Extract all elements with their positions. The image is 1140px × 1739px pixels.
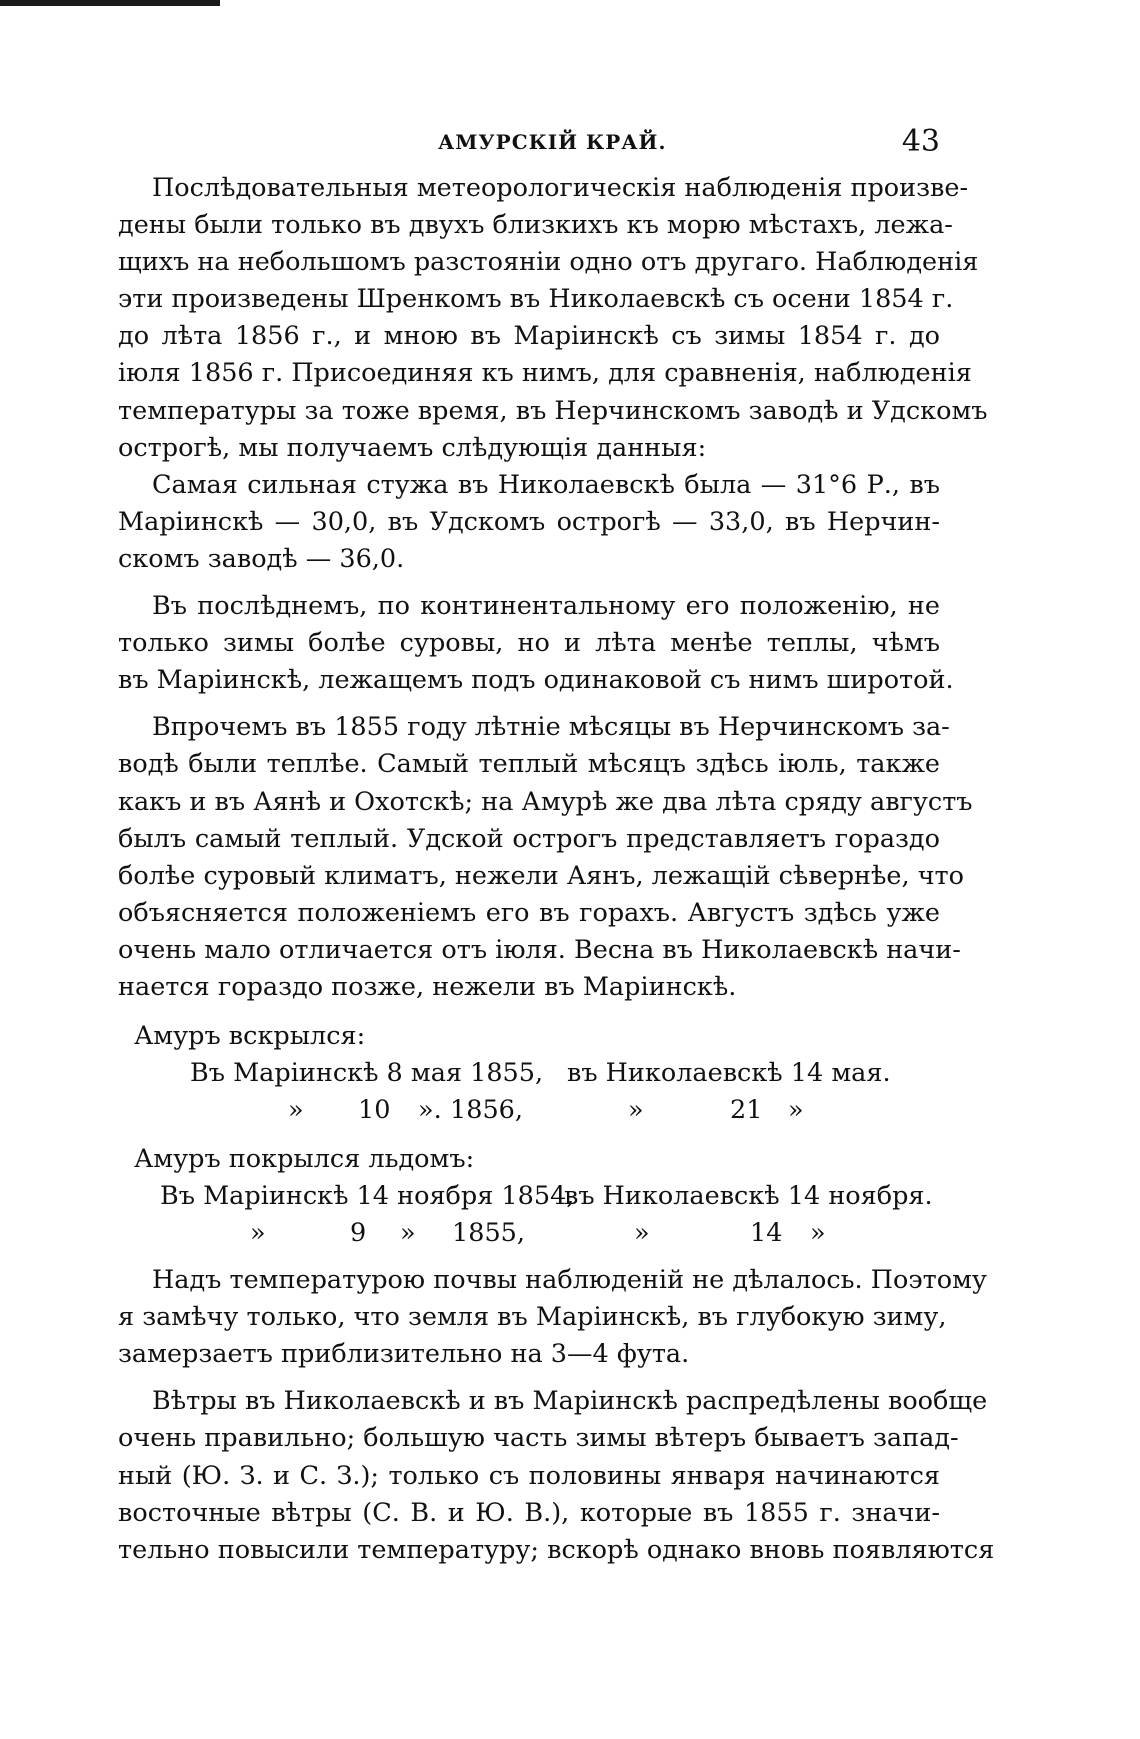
text-line: болѣе суровый климатъ, нежели Аянъ, лежащій сѣвернѣе, что: [118, 860, 965, 891]
date-cell: 14: [750, 1218, 783, 1249]
ice-close-row-2: [118, 1215, 940, 1252]
ice-open-label: Амуръ вскрылся:: [134, 1021, 366, 1052]
text-line: Вѣтры въ Николаевскѣ и въ Маріинскѣ распредѣлены вообще: [152, 1386, 988, 1417]
ice-close-label: Амуръ покрылся льдомъ:: [134, 1144, 475, 1175]
date-cell: 10: [358, 1095, 391, 1126]
text-line: Маріинскѣ — 30,0, въ Удскомъ острогѣ — 33,0, въ Нерчин-: [118, 506, 940, 537]
date-cell: въ Николаевскѣ 14 ноября.: [564, 1181, 933, 1212]
paragraph-cold: [118, 467, 940, 578]
paragraph-winds: [118, 1383, 995, 1568]
page-number: 43: [901, 124, 940, 159]
date-cell: ».: [418, 1095, 442, 1126]
text-line: эти произведены Шренкомъ въ Николаевскѣ съ осени 1854 г.: [118, 284, 954, 315]
text-line: Впрочемъ въ 1855 году лѣтніе мѣсяцы въ Нерчинскомъ за-: [152, 712, 950, 743]
date-cell: Въ Маріинскѣ 14 ноября 1854,: [160, 1181, 575, 1212]
date-cell: 21: [730, 1095, 763, 1126]
text-line: Въ послѣднемъ, по континентальному его положенію, не: [152, 591, 940, 622]
text-line: острогѣ, мы получаемъ слѣдующія данныя:: [118, 432, 707, 463]
text-line: я замѣчу только, что земля въ Маріинскѣ, въ глубокую зиму,: [118, 1302, 947, 1333]
text-line: Самая сильная стужа въ Николаевскѣ была — 31°6 Р., въ: [152, 469, 940, 500]
text-line: замерзаетъ приблизительно на 3—4 фута.: [118, 1339, 690, 1370]
date-cell: »: [628, 1095, 644, 1126]
top-rule: [0, 0, 220, 6]
text-line: іюля 1856 г. Присоединяя къ нимъ, для сравненія, наблюденія: [118, 358, 972, 389]
paragraph-summer: [118, 709, 973, 1006]
text-line: ный (Ю. З. и С. З.); только съ половины января начинаются: [118, 1460, 940, 1491]
ice-open-row-2: [118, 1092, 940, 1129]
page-header: [118, 122, 940, 170]
text-line: какъ и въ Аянѣ и Охотскѣ; на Амурѣ же два лѣта сряду августъ: [118, 786, 973, 817]
ice-close-row-1: [118, 1178, 940, 1215]
text-line: очень правильно; большую часть зимы вѣтеръ бываетъ запад-: [118, 1423, 959, 1454]
text-line: Надъ температурою почвы наблюденій не дѣлалось. Поэтому: [152, 1265, 987, 1296]
text-line: объясняется положеніемъ его въ горахъ. Августъ здѣсь уже: [118, 897, 940, 928]
text-line: Послѣдовательныя метеорологическія наблюденія произве-: [152, 173, 969, 203]
text-line: скомъ заводѣ — 36,0.: [118, 543, 405, 574]
date-cell: въ Николаевскѣ 14 мая.: [567, 1058, 891, 1089]
paragraph-observations: [118, 170, 988, 467]
date-cell: »: [788, 1095, 804, 1126]
text-line: очень мало отличается отъ іюля. Весна въ Николаевскѣ начи-: [118, 934, 961, 965]
text-line: тельно повысили температуру; вскорѣ однако вновь появляются: [118, 1534, 995, 1565]
date-cell: »: [810, 1218, 826, 1249]
paragraph-soil: [118, 1262, 987, 1373]
text-line: щихъ на небольшомъ разстояніи одно отъ другаго. Наблюденія: [118, 247, 979, 278]
text-line: водѣ были теплѣе. Самый теплый мѣсяцъ здѣсь іюль, также: [118, 749, 940, 780]
page-body: [118, 122, 995, 1569]
date-cell: 9: [350, 1218, 367, 1249]
ice-open-row-1: [118, 1055, 940, 1092]
date-cell: »: [634, 1218, 650, 1249]
date-cell: »: [288, 1095, 304, 1126]
text-line: нается гораздо позже, нежели въ Маріинскѣ.: [118, 971, 737, 1002]
date-cell: »: [250, 1218, 266, 1249]
text-line: восточные вѣтры (С. В. и Ю. В.), которые въ 1855 г. значи-: [118, 1497, 940, 1528]
text-line: до лѣта 1856 г., и мною въ Маріинскѣ съ зимы 1854 г. до: [118, 321, 940, 352]
date-cell: 1856,: [450, 1095, 524, 1126]
running-title: АМУРСКІЙ КРАЙ.: [438, 130, 667, 154]
text-line: температуры за тоже время, въ Нерчинскомъ заводѣ и Удскомъ: [118, 395, 988, 426]
text-line: только зимы болѣе суровы, но и лѣта менѣе теплы, чѣмъ: [118, 628, 940, 659]
paragraph-continental: [118, 588, 954, 699]
date-cell: Въ Маріинскѣ 8 мая 1855,: [190, 1058, 544, 1089]
date-cell: »: [400, 1218, 416, 1249]
date-cell: 1855,: [452, 1218, 526, 1249]
text-line: былъ самый теплый. Удской острогъ представляетъ гораздо: [118, 823, 940, 854]
text-line: въ Маріинскѣ, лежащемъ подъ одинаковой съ нимъ широтой.: [118, 665, 954, 696]
text-line: дены были только въ двухъ близкихъ къ морю мѣстахъ, лежа-: [118, 210, 953, 241]
